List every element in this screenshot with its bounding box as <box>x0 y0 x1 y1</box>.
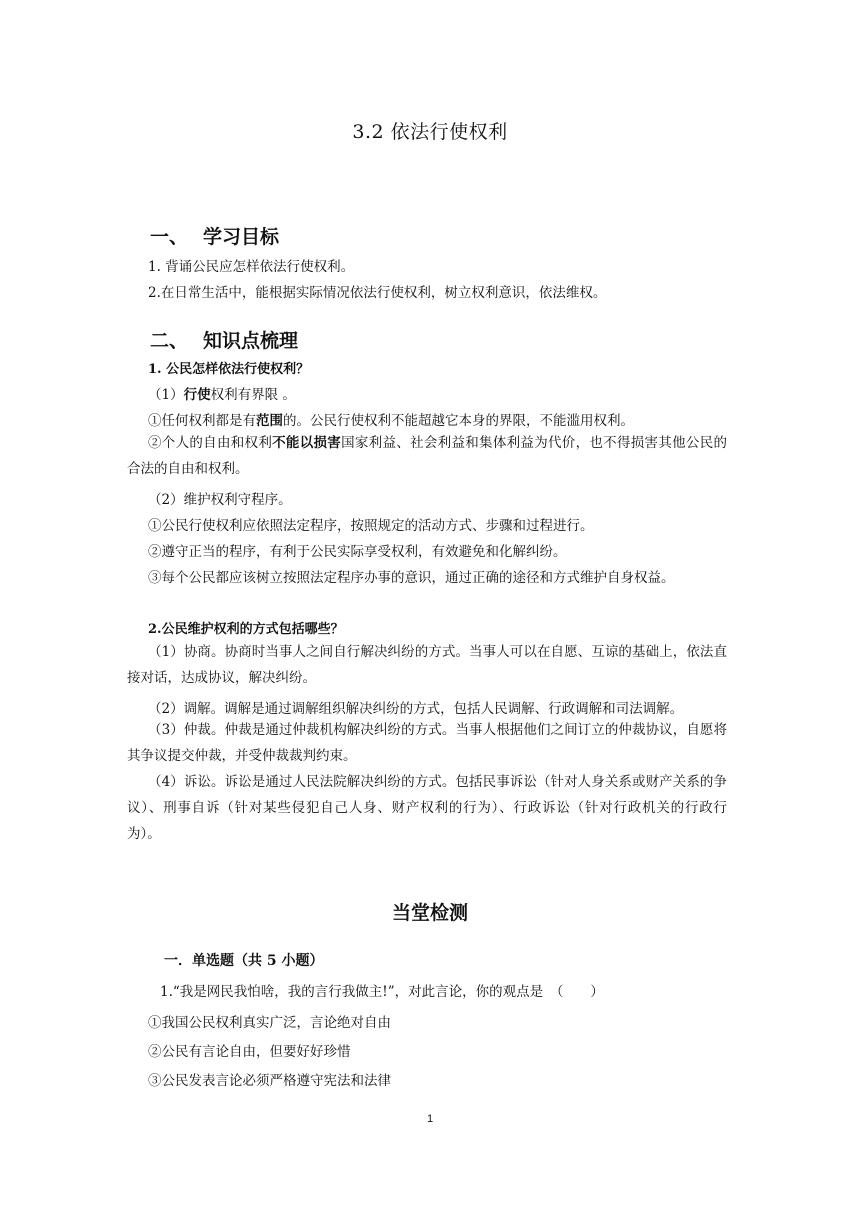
point-emphasis: 范围 <box>256 413 283 429</box>
method-paragraph: （3）仲裁。仲裁是通过仲裁机构解决纠纷的方式。当事人根据他们之间订立的仲裁协议，自愿将其争议提交仲裁，并受仲裁裁判约束。 <box>127 722 727 764</box>
objective-item: 1. 背诵公民应怎样依法行使权利。 <box>148 259 355 275</box>
question-heading: 1. 公民怎样依法行使权利？ <box>148 362 310 377</box>
method-paragraph: （4）诉讼。诉讼是通过人民法院解决纠纷的方式。包括民事诉讼（针对人身关系或财产关系的争议）、刑事自诉（针对某些侵犯自己人身、财产权利的行为）、行政诉讼（针对行政机关的行政行为）。 <box>127 774 727 842</box>
method-paragraph: （1）协商。协商时当事人之间自行解决纠纷的方式。当事人可以在自愿、互谅的基础上，依法直接对话，达成协议，解决纠纷。 <box>127 644 727 686</box>
section-heading-knowledge: 知识点梳理 <box>203 330 299 352</box>
point-rest: 的。公民行使权利不能超越它本身的界限，不能滥用权利。 <box>283 413 634 429</box>
point-prefix: ①任何权利都是有 <box>148 413 256 429</box>
section-heading-number: 一、 <box>150 226 189 248</box>
point-emphasis: 行使 <box>183 387 211 403</box>
point-line: （2）维护权利守程序。 <box>148 492 292 508</box>
point-line: ③每个公民都应该树立按照法定程序办事的意识，通过正确的途径和方式维护自身权益。 <box>148 570 675 586</box>
point-line <box>148 383 296 403</box>
page-title: 3.2 依法行使权利 <box>352 121 508 143</box>
point-line <box>148 409 634 429</box>
answer-option: ③公民发表言论必须严格遵守宪法和法律 <box>148 1073 391 1089</box>
objective-item: 2.在日常生活中，能根据实际情况依法行使权利，树立权利意识，依法维权。 <box>148 285 607 301</box>
point-rest: 权利有界限 。 <box>210 387 296 403</box>
answer-option: ①我国公民权利真实广泛，言论绝对自由 <box>148 1015 391 1031</box>
section-heading-number: 二、 <box>150 330 189 352</box>
section-heading-objectives: 学习目标 <box>203 226 280 248</box>
question-heading: 2.公民维护权利的方式包括哪些？ <box>148 622 344 637</box>
test-section-heading: 当堂检测 <box>391 902 468 924</box>
answer-option: ②公民有言论自由，但要好好珍惜 <box>148 1044 351 1060</box>
point-line: ①公民行使权利应依照法定程序，按照规定的活动方式、步骤和过程进行。 <box>148 518 594 534</box>
point-prefix: （1） <box>148 387 184 403</box>
point-line: ②遵守正当的程序，有利于公民实际享受权利，有效避免和化解纠纷。 <box>148 544 567 560</box>
point-prefix: ②个人的自由和权利 <box>148 435 273 451</box>
point-paragraph <box>127 430 727 482</box>
question-type-heading: 一．单选题（共 5 小题） <box>164 953 324 969</box>
method-paragraph: （2）调解。调解是通过调解组织解决纠纷的方式，包括人民调解、行政调解和司法调解。 <box>148 701 684 717</box>
test-question: 1.“我是网民我怕啥，我的言行我做主!”，对此言论，你的观点是 （ ） <box>160 984 604 1000</box>
point-rest: 国家利益、社会利益和集体利益为代价，也不得损害其他公民的合法的自由和权利。 <box>127 435 728 477</box>
page-number: 1 <box>426 1113 434 1125</box>
point-emphasis: 不能以损害 <box>272 435 342 451</box>
